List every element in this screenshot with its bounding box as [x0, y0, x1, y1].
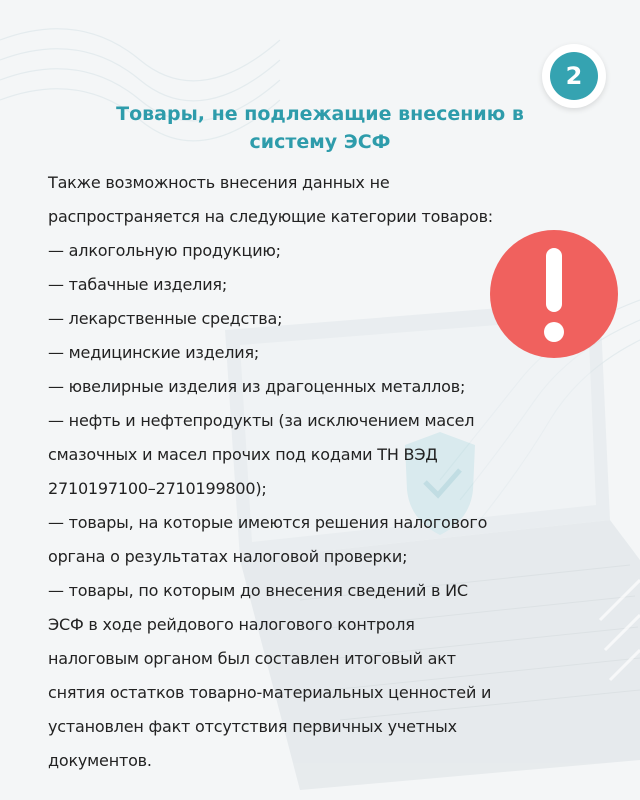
- text-line: установлен факт отсутствия первичных учетных: [48, 717, 457, 736]
- list-item: — товары, по которым до внесения сведений в ИС: [48, 581, 468, 600]
- text-line: распространяется на следующие категории товаров:: [48, 207, 493, 226]
- page-title: [60, 100, 580, 156]
- list-item: — товары, на которые имеются решения налогового: [48, 513, 488, 532]
- list-item: — медицинские изделия;: [48, 343, 260, 362]
- text-line: снятия остатков товарно-материальных ценностей и: [48, 683, 492, 702]
- title-line-2: систему ЭСФ: [249, 131, 391, 153]
- list-item: — табачные изделия;: [48, 275, 228, 294]
- list-item: — нефть и нефтепродукты (за исключением масел: [48, 411, 475, 430]
- text-line: 2710197100–2710199800);: [48, 479, 267, 498]
- text-line: органа о результатах налоговой проверки;: [48, 547, 408, 566]
- list-item: — алкогольную продукцию;: [48, 241, 281, 260]
- text-line: документов.: [48, 751, 152, 770]
- title-line-1: Товары, не подлежащие внесению в: [116, 103, 524, 125]
- text-line: Также возможность внесения данных не: [48, 173, 390, 192]
- text-line: налоговым органом был составлен итоговый акт: [48, 649, 456, 668]
- category-list: [48, 166, 588, 778]
- step-badge: [542, 44, 606, 108]
- list-item: — ювелирные изделия из драгоценных металлов;: [48, 377, 466, 396]
- text-line: смазочных и масел прочих под кодами ТН ВЭД: [48, 445, 438, 464]
- text-line: ЭСФ в ходе рейдового налогового контроля: [48, 615, 415, 634]
- list-item: — лекарственные средства;: [48, 309, 283, 328]
- step-number: 2: [550, 52, 598, 100]
